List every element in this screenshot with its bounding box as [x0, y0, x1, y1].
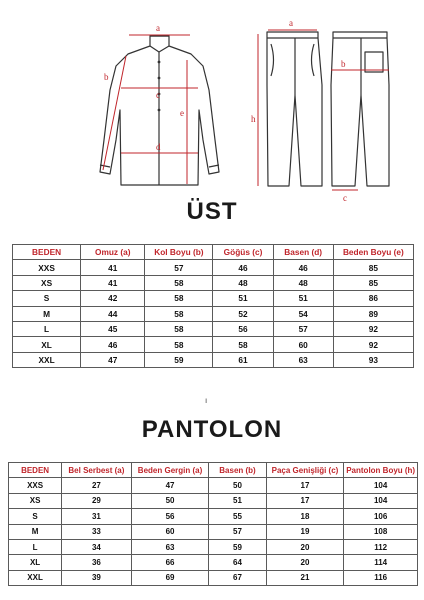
table-cell: L: [9, 539, 62, 554]
table-row: [13, 275, 414, 290]
table-cell: XXS: [9, 478, 62, 493]
table-cell: 66: [131, 555, 209, 570]
table-row: [9, 524, 418, 539]
table-cell: XS: [9, 493, 62, 508]
column-header: Pantolon Boyu (h): [344, 463, 418, 478]
column-header: BEDEN: [13, 245, 81, 260]
shirt-label-c: c: [156, 90, 160, 100]
table-cell: 92: [333, 337, 413, 352]
table-cell: XL: [13, 337, 81, 352]
pants-back-drawing: [331, 32, 389, 186]
shirt-label-a: a: [156, 23, 160, 33]
table-cell: XXS: [13, 260, 81, 275]
table-cell: 56: [213, 321, 273, 336]
table-cell: 116: [344, 570, 418, 585]
table-header-row: [13, 245, 414, 260]
table-row: [9, 509, 418, 524]
table-cell: 92: [333, 321, 413, 336]
table-cell: 114: [344, 555, 418, 570]
table-cell: 31: [62, 509, 132, 524]
table-row: [9, 570, 418, 585]
pants-front-drawing: [267, 32, 322, 186]
table-cell: 85: [333, 260, 413, 275]
table-cell: 50: [209, 478, 266, 493]
table-row: [13, 306, 414, 321]
table-cell: 41: [81, 260, 145, 275]
table-cell: 47: [131, 478, 209, 493]
column-header: Beden Boyu (e): [333, 245, 413, 260]
table-cell: 108: [344, 524, 418, 539]
table-cell: 18: [266, 509, 344, 524]
table-cell: 44: [81, 306, 145, 321]
table-cell: 51: [213, 291, 273, 306]
table-row: [9, 478, 418, 493]
table-cell: 46: [81, 337, 145, 352]
table-cell: 27: [62, 478, 132, 493]
table-cell: 63: [131, 539, 209, 554]
table-cell: 58: [145, 337, 213, 352]
table-cell: 93: [333, 352, 413, 367]
pants-measure-lines: [258, 30, 389, 190]
pants-label-h: h: [251, 114, 256, 124]
table-cell: 104: [344, 478, 418, 493]
table-cell: 36: [62, 555, 132, 570]
table-cell: 20: [266, 539, 344, 554]
measurement-diagram: [0, 0, 424, 205]
table-cell: 67: [209, 570, 266, 585]
table-row: [13, 321, 414, 336]
shirt-label-b: b: [104, 72, 109, 82]
table-row: [13, 260, 414, 275]
table-cell: 58: [145, 306, 213, 321]
table-cell: L: [13, 321, 81, 336]
table-row: [9, 493, 418, 508]
table-cell: S: [9, 509, 62, 524]
table-cell: 59: [145, 352, 213, 367]
table-cell: 58: [213, 337, 273, 352]
column-header: Kol Boyu (b): [145, 245, 213, 260]
table-cell: 19: [266, 524, 344, 539]
table-cell: 33: [62, 524, 132, 539]
table-cell: 85: [333, 275, 413, 290]
table-cell: XL: [9, 555, 62, 570]
table-cell: 69: [131, 570, 209, 585]
column-header: Basen (b): [209, 463, 266, 478]
table-header-row: [9, 463, 418, 478]
ust-size-table: [12, 244, 414, 368]
table-cell: 21: [266, 570, 344, 585]
shirt-label-d: d: [156, 142, 161, 152]
table-cell: 48: [213, 275, 273, 290]
table-cell: 58: [145, 291, 213, 306]
table-row: [13, 337, 414, 352]
table-cell: 20: [266, 555, 344, 570]
pants-label-b: b: [341, 59, 346, 69]
table-cell: 57: [209, 524, 266, 539]
table-cell: S: [13, 291, 81, 306]
table-cell: 60: [131, 524, 209, 539]
table-cell: XXL: [9, 570, 62, 585]
table-cell: 17: [266, 478, 344, 493]
table-cell: 58: [145, 275, 213, 290]
table-cell: 56: [131, 509, 209, 524]
column-header: Beden Gergin (a): [131, 463, 209, 478]
table-cell: 63: [273, 352, 333, 367]
table-cell: 86: [333, 291, 413, 306]
table-cell: 60: [273, 337, 333, 352]
column-header: Paça Genişliği (c): [266, 463, 344, 478]
table-cell: 51: [209, 493, 266, 508]
table-cell: 34: [62, 539, 132, 554]
table-cell: XXL: [13, 352, 81, 367]
table-cell: M: [13, 306, 81, 321]
shirt-label-e: e: [180, 108, 184, 118]
table-cell: 48: [273, 275, 333, 290]
table-cell: 39: [62, 570, 132, 585]
table-cell: 17: [266, 493, 344, 508]
table-cell: 59: [209, 539, 266, 554]
table-cell: 64: [209, 555, 266, 570]
table-cell: 54: [273, 306, 333, 321]
column-header: Omuz (a): [81, 245, 145, 260]
table-cell: 89: [333, 306, 413, 321]
table-cell: 57: [273, 321, 333, 336]
ust-title: ÜST: [186, 198, 238, 225]
pants-label-c: c: [343, 193, 347, 203]
table-row: [13, 291, 414, 306]
stray-mark: ı: [205, 396, 208, 405]
table-cell: 50: [131, 493, 209, 508]
table-cell: 41: [81, 275, 145, 290]
column-header: Göğüs (c): [213, 245, 273, 260]
table-cell: M: [9, 524, 62, 539]
table-cell: 57: [145, 260, 213, 275]
table-cell: 46: [273, 260, 333, 275]
table-cell: 106: [344, 509, 418, 524]
column-header: BEDEN: [9, 463, 62, 478]
table-cell: 42: [81, 291, 145, 306]
table-row: [13, 352, 414, 367]
table-cell: 46: [213, 260, 273, 275]
table-cell: 45: [81, 321, 145, 336]
table-row: [9, 555, 418, 570]
table-cell: 51: [273, 291, 333, 306]
table-cell: 55: [209, 509, 266, 524]
table-cell: XS: [13, 275, 81, 290]
pantolon-title: PANTOLON: [141, 416, 283, 443]
table-cell: 52: [213, 306, 273, 321]
table-cell: 112: [344, 539, 418, 554]
table-cell: 29: [62, 493, 132, 508]
column-header: Bel Serbest (a): [62, 463, 132, 478]
column-header: Basen (d): [273, 245, 333, 260]
table-cell: 61: [213, 352, 273, 367]
table-cell: 47: [81, 352, 145, 367]
table-row: [9, 539, 418, 554]
table-cell: 58: [145, 321, 213, 336]
pants-label-a: a: [289, 18, 293, 28]
pantolon-size-table: [8, 462, 418, 586]
table-cell: 104: [344, 493, 418, 508]
